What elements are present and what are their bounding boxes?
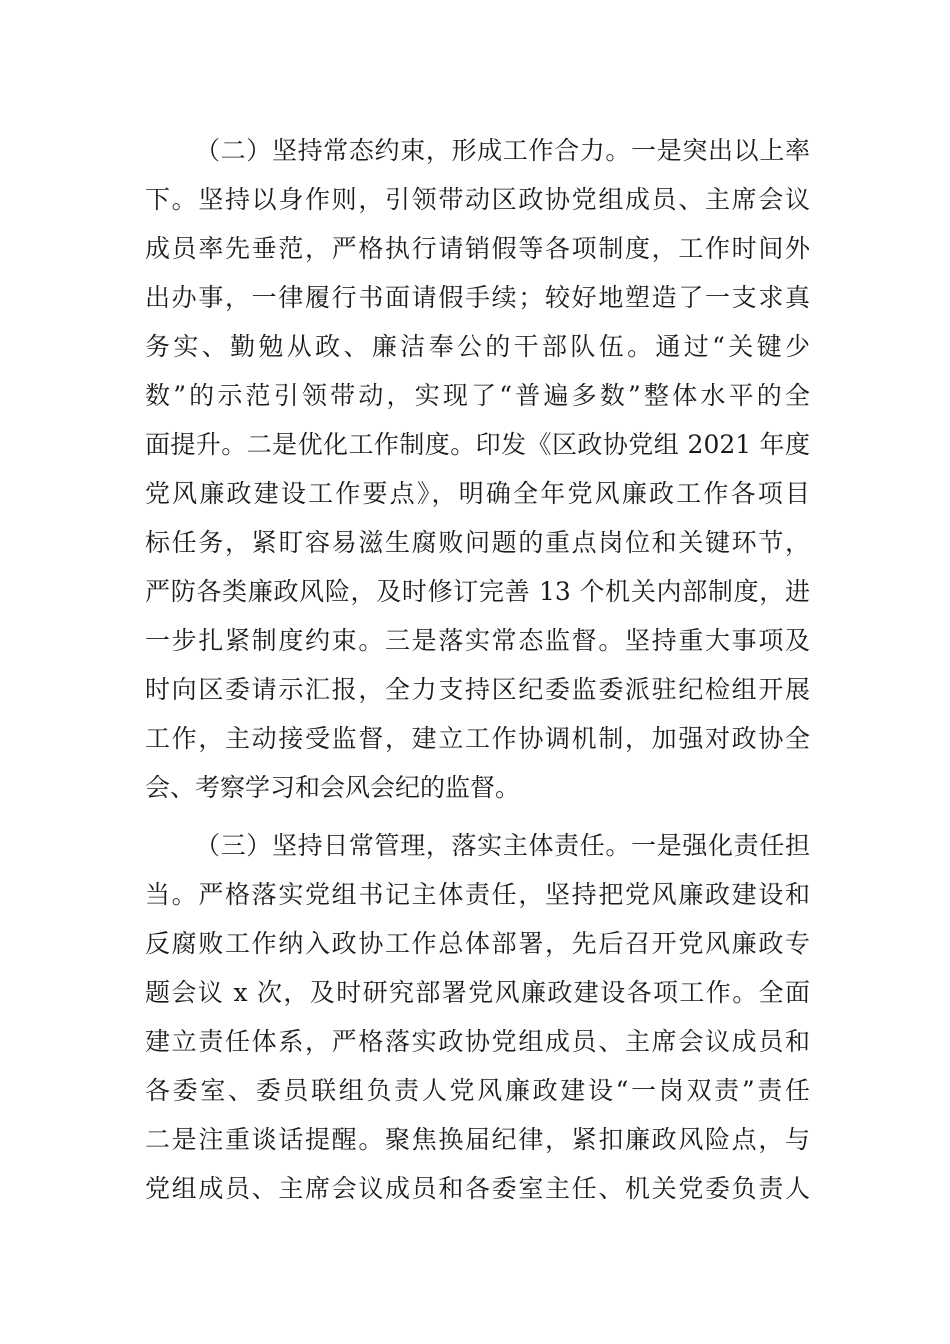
paragraph-line: 标任务，紧盯容易滋生腐败问题的重点岗位和关键环节， — [145, 528, 810, 557]
paragraph-line: 工作，主动接受监督，建立工作协调机制，加强对政协全 — [145, 724, 810, 753]
paragraph-line: 建立责任体系，严格落实政协党组成员、主席会议成员和 — [145, 1027, 810, 1056]
paragraph-line: 数”的示范引领带动，实现了“普遍多数”整体水平的全 — [145, 381, 810, 410]
paragraph-line: 党风廉政建设工作要点》，明确全年党风廉政工作各项目 — [145, 479, 810, 508]
paragraph-line: （三）坚持日常管理，落实主体责任。一是强化责任担 — [195, 831, 810, 860]
paragraph-line: 当。严格落实党组书记主体责任，坚持把党风廉政建设和 — [145, 880, 810, 909]
paragraph-line: 面提升。二是优化工作制度。印发《区政协党组 2021 年度 — [145, 430, 810, 459]
paragraph-line: 题会议 x 次，及时研究部署党风廉政建设各项工作。全面 — [145, 978, 810, 1007]
paragraph-line: 二是注重谈话提醒。聚焦换届纪律，紧扣廉政风险点，与 — [145, 1125, 810, 1154]
paragraph-line: 成员率先垂范，严格执行请销假等各项制度，工作时间外 — [145, 234, 810, 263]
paragraph-line: 各委室、委员联组负责人党风廉政建设“一岗双责”责任 — [145, 1076, 810, 1105]
paragraph-line: 务实、勤勉从政、廉洁奉公的干部队伍。通过“关键少 — [145, 332, 810, 361]
paragraph-line: 反腐败工作纳入政协工作总体部署，先后召开党风廉政专 — [145, 929, 810, 958]
paragraph-line: 出办事，一律履行书面请假手续；较好地塑造了一支求真 — [145, 283, 810, 312]
paragraph-line: 会、考察学习和会风会纪的监督。 — [145, 773, 521, 802]
paragraph-line: 下。坚持以身作则，引领带动区政协党组成员、主席会议 — [145, 185, 810, 214]
paragraph-line: 时向区委请示汇报，全力支持区纪委监委派驻纪检组开展 — [145, 675, 810, 704]
paragraph-line: 一步扎紧制度约束。三是落实常态监督。坚持重大事项及 — [145, 626, 810, 655]
paragraph-line: 严防各类廉政风险，及时修订完善 13 个机关内部制度，进 — [145, 577, 810, 606]
paragraph-line: （二）坚持常态约束，形成工作合力。一是突出以上率 — [195, 136, 810, 165]
paragraph-line: 党组成员、主席会议成员和各委室主任、机关党委负责人 — [145, 1174, 810, 1203]
